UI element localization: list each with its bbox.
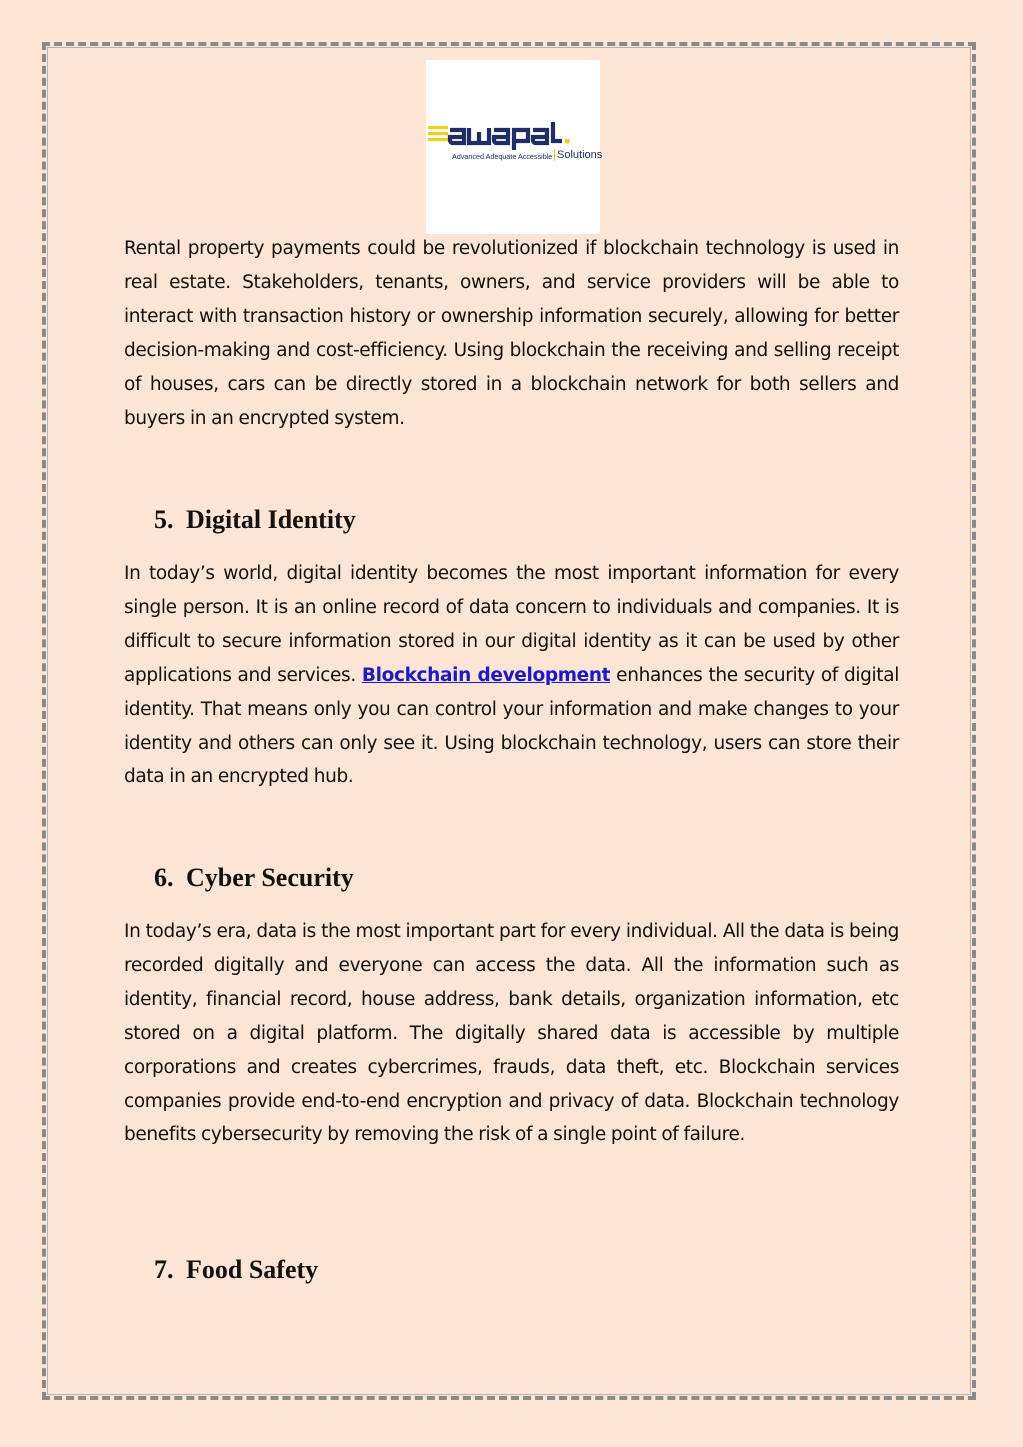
section-title: Digital Identity	[186, 505, 356, 534]
section-heading-cyber-security	[154, 863, 354, 893]
section-heading-food-safety	[154, 1255, 318, 1285]
section-number: 6.	[154, 863, 174, 892]
section-number: 7.	[154, 1255, 174, 1284]
section-heading-digital-identity	[154, 505, 356, 535]
logo-solutions-text: Solutions	[554, 149, 602, 161]
logo-mark-icon	[426, 60, 600, 234]
section-title: Cyber Security	[186, 863, 354, 892]
paragraph-text: In today’s world, digital identity becomes the most important information for every single person. It is an online record of data concern to individuals and companies. It is difficult to secure information stored in our digital identity as it can be used by other applications and services.	[124, 563, 899, 686]
cyber-security-paragraph: In today’s era, data is the most important part for every individual. All the data is being recorded digitally and everyone can access the data. All the information such as identity, financial record, house address, bank details, organization information, etc stored on a digital platform. The digitally shared data is accessible by multiple corporations and creates cybercrimes, frauds, data theft, etc. Blockchain services companies provide end-to-end encryption and privacy of data. Blockchain technology benefits cybersecurity by removing the risk of a single point of failure.	[124, 921, 899, 1146]
section-number: 5.	[154, 505, 174, 534]
company-logo	[426, 60, 603, 234]
section-title: Food Safety	[186, 1255, 319, 1284]
digital-identity-paragraph	[124, 557, 899, 794]
paragraph-text: enhances the security of digital identity. That means only you can control your information and make changes to your identity and others can only see it. Using blockchain technology, users can store their data in an encrypted hub.	[124, 664, 899, 788]
logo-tagline: Advanced Adequate Accessible	[452, 152, 553, 161]
blockchain-development-link[interactable]: Blockchain development	[361, 664, 611, 686]
intro-paragraph: Rental property payments could be revolutionized if blockchain technology is used in real estate. Stakeholders, tenants, owners, and service providers will be able to interact with transaction history or ownership information securely, allowing for better decision-making and cost-efficiency. Using blockchain the receiving and selling receipt of houses, cars can be directly stored in a blockchain network for both sellers and buyers in an encrypted system.	[124, 238, 899, 429]
